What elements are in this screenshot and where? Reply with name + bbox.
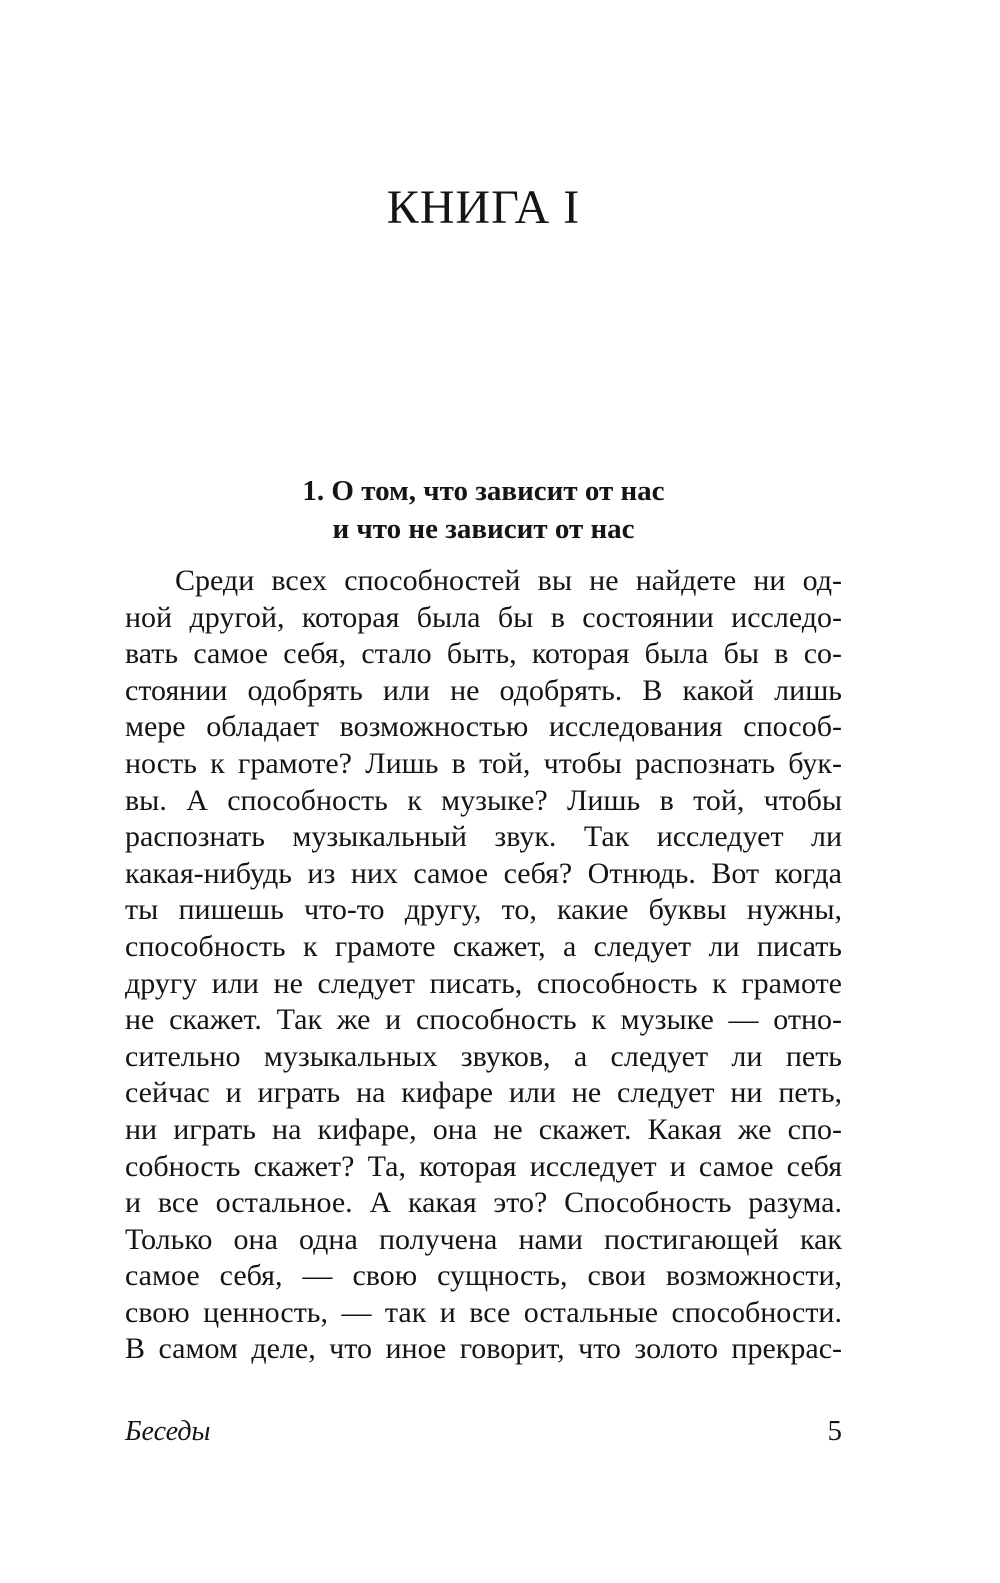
page-footer — [125, 1416, 842, 1447]
chapter-heading-line-2: и что не зависит от нас — [332, 513, 635, 545]
body-text-line: собность скажет? Та, которая исследует и самое себя — [125, 1149, 842, 1183]
body-text-line: и все остальное. А какая это? Способность разума. — [125, 1186, 842, 1220]
body-text-line: не скажет. Так же и способность к музыке — отно- — [125, 1003, 842, 1037]
body-text-line: В самом деле, что иное говорит, что золото прекрас- — [125, 1332, 842, 1366]
body-text-line: сительно музыкальных звуков, а следует ли петь — [125, 1039, 842, 1073]
body-text-line: ность к грамоте? Лишь в той, чтобы распознать бук- — [125, 746, 842, 780]
body-text-line: ной другой, которая была бы в состоянии исследо- — [125, 600, 842, 634]
body-text-line: Только она одна получена нами постигающей как — [125, 1222, 842, 1256]
book-title: КНИГА I — [386, 181, 581, 235]
page-number: 5 — [827, 1415, 842, 1447]
body-text-line: какая-нибудь из них самое себя? Отнюдь. Вот когда — [125, 856, 842, 890]
body-text-line: самое себя, — свою сущность, свои возможности, — [125, 1259, 842, 1293]
body-text-line: стоянии одобрять или не одобрять. В какой лишь — [125, 673, 842, 707]
body-text-line: другу или не следует писать, способность к грамоте — [125, 966, 842, 1000]
body-text-line: ни играть на кифаре, она не скажет. Какая же спо- — [125, 1112, 842, 1146]
body-text-line: вать самое себя, стало быть, которая была бы в со- — [125, 637, 842, 671]
body-text-line: свою ценность, — так и все остальные способности. — [125, 1295, 842, 1329]
chapter-heading — [125, 472, 842, 548]
body-text-line: распознать музыкальный звук. Так исследует ли — [125, 820, 842, 854]
body-text-line: Среди всех способностей вы не найдете ни од- — [175, 564, 842, 597]
body-text-line: мере обладает возможностью исследования способ- — [125, 710, 842, 744]
running-title: Беседы — [125, 1416, 211, 1447]
body-text-line: ты пишешь что-то другу, то, какие буквы нужны, — [125, 893, 842, 927]
body-text — [125, 563, 842, 1368]
body-text-line: вы. А способность к музыке? Лишь в той, чтобы — [125, 783, 842, 817]
body-text-line: способность к грамоте скажет, а следует ли писать — [125, 929, 842, 963]
body-text-line: сейчас и играть на кифаре или не следует ни петь, — [125, 1076, 842, 1110]
chapter-heading-line-1: 1. О том, что зависит от нас — [302, 475, 665, 507]
